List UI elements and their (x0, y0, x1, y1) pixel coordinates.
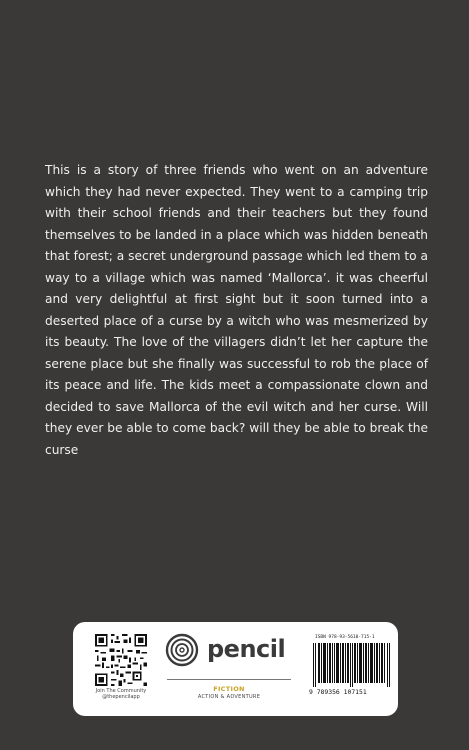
publisher-brand: pencil (207, 635, 286, 663)
qr-caption (81, 688, 161, 700)
isbn-label: ISBN 978-93-5610-715-1 (315, 635, 375, 640)
sub-genre-label: ACTION & ADVENTURE (197, 694, 261, 700)
concentric-circles-icon (165, 633, 199, 667)
publisher-footer (73, 622, 398, 716)
divider (167, 679, 291, 680)
back-cover-blurb: This is a story of three friends who went on an adventure which they had never expected. They went to a camping trip with their school friends and their teachers but they found themselves to be landed in a place which was hidden beneath that forest; a secret underground passage which led them to a way to a village which was named ‘Mallorca’. it was cheerful and very delightful at first sight but it soon turned into a deserted place of a curse by a witch who was mesmerized by its beauty. The love of the villagers didn’t let her capture the serene place but she finally was successful to rob the place of its peace and life. The kids meet a compassionate clown and decided to save Mallorca of the evil witch and her curse. Will they ever be able to come back? will they be able to break the curse (45, 163, 428, 457)
barcode-number: 9 789356 107151 (309, 688, 367, 696)
genre-label: FICTION (213, 685, 245, 693)
qr-caption-line1: Join The Community (95, 688, 147, 694)
barcode (313, 643, 392, 687)
qr-code-icon (95, 634, 147, 686)
qr-caption-line2: @thepencilapp (102, 694, 140, 700)
